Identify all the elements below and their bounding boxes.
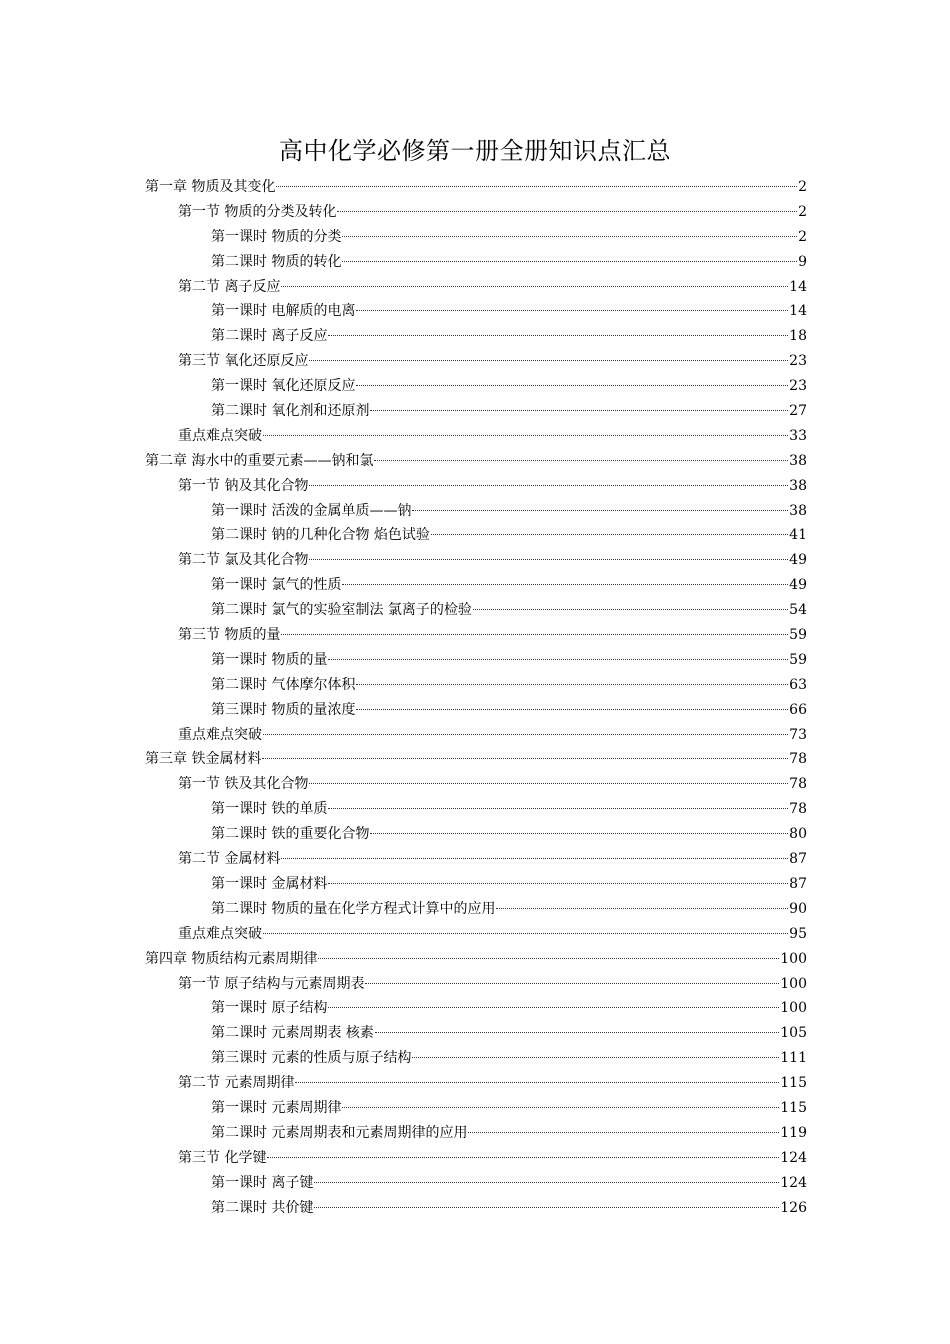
dot-leader: [281, 634, 788, 635]
toc-page-number: 111: [780, 1050, 807, 1067]
toc-page-number: 49: [789, 577, 807, 594]
toc-page-number: 78: [789, 801, 807, 818]
toc-lesson-entry[interactable]: [145, 299, 807, 324]
dot-leader: [431, 534, 788, 535]
dot-leader: [328, 659, 788, 660]
toc-page-number: 95: [789, 925, 807, 942]
document-title: 高中化学必修第一册全册知识点汇总: [279, 137, 671, 165]
dot-leader: [365, 983, 779, 984]
toc-entry-label: 第二节 氯及其化合物: [178, 552, 309, 569]
toc-entry-label: 第二课时 氧化剂和还原剂: [211, 403, 370, 420]
toc-entry-label: 第四章 物质结构元素周期律: [145, 950, 318, 967]
toc-lesson-entry[interactable]: [145, 1121, 807, 1146]
toc-page-number: 59: [789, 651, 807, 668]
toc-page-number: 2: [798, 179, 807, 195]
dot-leader: [314, 1182, 779, 1183]
toc-entry-label: 重点难点突破: [178, 726, 262, 743]
toc-page-number: 9: [798, 253, 807, 270]
toc-entry-label: 第三课时 物质的量浓度: [211, 701, 356, 718]
dot-leader: [263, 435, 788, 436]
toc-lesson-entry[interactable]: [145, 1046, 807, 1071]
toc-section-entry[interactable]: [145, 275, 807, 300]
toc-section-entry[interactable]: [145, 972, 807, 997]
dot-leader: [328, 883, 788, 884]
toc-entry-label: 重点难点突破: [178, 427, 262, 444]
toc-entry-label: 第一课时 电解质的电离: [211, 303, 356, 320]
toc-section-entry[interactable]: [145, 349, 807, 374]
toc-lesson-entry[interactable]: [145, 499, 807, 524]
toc-page-number: 49: [789, 552, 807, 569]
toc-entry-label: 第二章 海水中的重要元素——钠和氯: [145, 452, 374, 469]
toc-lesson-entry[interactable]: [145, 648, 807, 673]
toc-page-number: 66: [789, 701, 807, 718]
toc-page-number: 73: [789, 726, 807, 743]
toc-entry-label: 第二课时 气体摩尔体积: [211, 676, 356, 693]
toc-section-entry[interactable]: [145, 1146, 807, 1171]
dot-leader: [370, 410, 788, 411]
toc-page-number: 115: [780, 1099, 807, 1116]
dot-leader: [309, 485, 788, 486]
toc-page-number: 2: [798, 228, 807, 245]
toc-entry-label: 第二课时 元素周期表和元素周期律的应用: [211, 1124, 468, 1141]
dot-leader: [356, 385, 788, 386]
dot-leader: [295, 1082, 779, 1083]
toc-entry-label: 第二课时 共价键: [211, 1199, 314, 1216]
toc-page-number: 119: [780, 1124, 807, 1141]
toc-page-number: 38: [789, 452, 807, 469]
toc-entry-label: 第一课时 物质的分类: [211, 228, 342, 245]
toc-page-number: 33: [789, 427, 807, 444]
toc-entry-label: 第一课时 原子结构: [211, 1000, 328, 1017]
toc-section-entry[interactable]: [145, 922, 807, 947]
toc-entry-label: 第二课时 元素周期表 核素: [211, 1025, 374, 1042]
toc-page-number: 38: [789, 477, 807, 494]
toc-entry-label: 第三课时 元素的性质与原子结构: [211, 1050, 412, 1067]
toc-entry-label: 第二节 离子反应: [178, 278, 281, 295]
dot-leader: [342, 584, 788, 585]
dot-leader: [328, 1007, 779, 1008]
toc-entry-label: 第一课时 离子键: [211, 1174, 314, 1191]
toc-lesson-entry[interactable]: [145, 872, 807, 897]
dot-leader: [342, 261, 797, 262]
dot-leader: [356, 709, 788, 710]
toc-entry-label: 第一课时 铁的单质: [211, 801, 328, 818]
dot-leader: [496, 908, 788, 909]
toc-entry-label: 第二节 金属材料: [178, 851, 281, 868]
toc-entry-label: 第一课时 氧化还原反应: [211, 378, 356, 395]
toc-page-number: 18: [789, 328, 807, 345]
toc-page-number: 23: [789, 353, 807, 370]
toc-page-number: 100: [780, 975, 807, 992]
toc-entry-label: 第二课时 离子反应: [211, 328, 328, 345]
toc-lesson-entry[interactable]: [145, 698, 807, 723]
toc-lesson-entry[interactable]: [145, 822, 807, 847]
toc-page-number: 100: [780, 1000, 807, 1017]
toc-page-number: 80: [789, 826, 807, 843]
toc-entry-label: 第二课时 铁的重要化合物: [211, 826, 370, 843]
toc-entry-label: 第三节 物质的量: [178, 627, 281, 644]
toc-page-number: 105: [780, 1025, 807, 1042]
toc-section-entry[interactable]: [145, 772, 807, 797]
toc-page-number: 124: [780, 1149, 807, 1166]
dot-leader: [263, 734, 788, 735]
dot-leader: [267, 1157, 779, 1158]
toc-entry-label: 第二课时 物质的量在化学方程式计算中的应用: [211, 900, 496, 917]
toc-entry-label: 重点难点突破: [178, 925, 262, 942]
dot-leader: [328, 808, 788, 809]
dot-leader: [374, 460, 788, 461]
toc-entry-label: 第二节 元素周期律: [178, 1075, 295, 1092]
toc-page-number: 124: [780, 1174, 807, 1191]
toc-entry-label: 第二课时 氯气的实验室制法 氯离子的检验: [211, 602, 472, 619]
toc-lesson-entry[interactable]: [145, 1096, 807, 1121]
toc-lesson-entry[interactable]: [145, 523, 807, 548]
toc-lesson-entry[interactable]: [145, 996, 807, 1021]
dot-leader: [309, 360, 788, 361]
toc-page-number: 14: [789, 303, 807, 320]
toc-page-number: 38: [789, 502, 807, 519]
dot-leader: [309, 559, 788, 560]
dot-leader: [309, 783, 788, 784]
toc-entry-label: 第一节 铁及其化合物: [178, 776, 309, 793]
toc-entry-label: 第一课时 物质的量: [211, 651, 328, 668]
dot-leader: [337, 211, 797, 212]
toc-entry-label: 第三节 氧化还原反应: [178, 353, 309, 370]
toc-entry-label: 第一章 物质及其变化: [145, 179, 276, 195]
toc-section-entry[interactable]: [145, 723, 807, 748]
toc-page-number: 59: [789, 627, 807, 644]
toc-page-number: 90: [789, 900, 807, 917]
toc-chapter-entry[interactable]: [145, 175, 807, 200]
toc-section-entry[interactable]: [145, 847, 807, 872]
toc-page-number: 2: [798, 203, 807, 220]
toc-entry-label: 第一课时 金属材料: [211, 875, 328, 892]
toc-entry-label: 第一节 钠及其化合物: [178, 477, 309, 494]
toc-page-number: 63: [789, 676, 807, 693]
toc-lesson-entry[interactable]: [145, 374, 807, 399]
toc-entry-label: 第三节 化学键: [178, 1149, 267, 1166]
toc-chapter-entry[interactable]: [145, 449, 807, 474]
dot-leader: [281, 286, 788, 287]
toc-lesson-entry[interactable]: [145, 797, 807, 822]
toc-page-number: 41: [789, 527, 807, 544]
toc-section-entry[interactable]: [145, 424, 807, 449]
toc-lesson-entry[interactable]: [145, 673, 807, 698]
toc-page-number: 23: [789, 378, 807, 395]
toc-lesson-entry[interactable]: [145, 225, 807, 250]
toc-entry-label: 第一课时 氯气的性质: [211, 577, 342, 594]
dot-leader: [342, 1107, 779, 1108]
toc-page-number: 27: [789, 403, 807, 420]
toc-section-entry[interactable]: [145, 548, 807, 573]
dot-leader: [281, 858, 788, 859]
toc-section-entry[interactable]: [145, 623, 807, 648]
toc-section-entry[interactable]: [145, 200, 807, 225]
dot-leader: [412, 510, 788, 511]
table-of-contents: [145, 175, 807, 1220]
dot-leader: [375, 1032, 779, 1033]
dot-leader: [318, 958, 779, 959]
dot-leader: [370, 833, 788, 834]
toc-chapter-entry[interactable]: [145, 747, 807, 772]
toc-entry-label: 第二课时 物质的转化: [211, 253, 342, 270]
dot-leader: [356, 684, 788, 685]
toc-lesson-entry[interactable]: [145, 1021, 807, 1046]
dot-leader: [468, 1132, 779, 1133]
toc-page-number: 115: [780, 1075, 807, 1092]
toc-lesson-entry[interactable]: [145, 399, 807, 424]
toc-entry-label: 第一节 物质的分类及转化: [178, 203, 337, 220]
dot-leader: [412, 1057, 779, 1058]
dot-leader: [473, 609, 788, 610]
toc-page-number: 87: [789, 875, 807, 892]
dot-leader: [342, 236, 797, 237]
toc-page-number: 126: [780, 1199, 807, 1216]
toc-page-number: 54: [789, 602, 807, 619]
toc-section-entry[interactable]: [145, 474, 807, 499]
toc-lesson-entry[interactable]: [145, 324, 807, 349]
dot-leader: [328, 335, 788, 336]
toc-entry-label: 第三章 铁金属材料: [145, 751, 262, 768]
toc-entry-label: 第二课时 钠的几种化合物 焰色试验: [211, 527, 430, 544]
toc-page-number: 78: [789, 776, 807, 793]
dot-leader: [276, 186, 797, 187]
toc-entry-label: 第一课时 活泼的金属单质——钠: [211, 502, 412, 519]
toc-section-entry[interactable]: [145, 1071, 807, 1096]
toc-lesson-entry[interactable]: [145, 897, 807, 922]
toc-lesson-entry[interactable]: [145, 250, 807, 275]
toc-page-number: 87: [789, 851, 807, 868]
dot-leader: [263, 933, 788, 934]
toc-lesson-entry[interactable]: [145, 1196, 807, 1221]
toc-lesson-entry[interactable]: [145, 598, 807, 623]
toc-chapter-entry[interactable]: [145, 947, 807, 972]
toc-page-number: 100: [780, 950, 807, 967]
dot-leader: [314, 1207, 779, 1208]
toc-lesson-entry[interactable]: [145, 1171, 807, 1196]
dot-leader: [262, 758, 788, 759]
toc-lesson-entry[interactable]: [145, 573, 807, 598]
dot-leader: [356, 310, 788, 311]
toc-entry-label: 第一节 原子结构与元素周期表: [178, 975, 365, 992]
toc-page-number: 78: [789, 751, 807, 768]
toc-entry-label: 第一课时 元素周期律: [211, 1099, 342, 1116]
toc-page-number: 14: [789, 278, 807, 295]
